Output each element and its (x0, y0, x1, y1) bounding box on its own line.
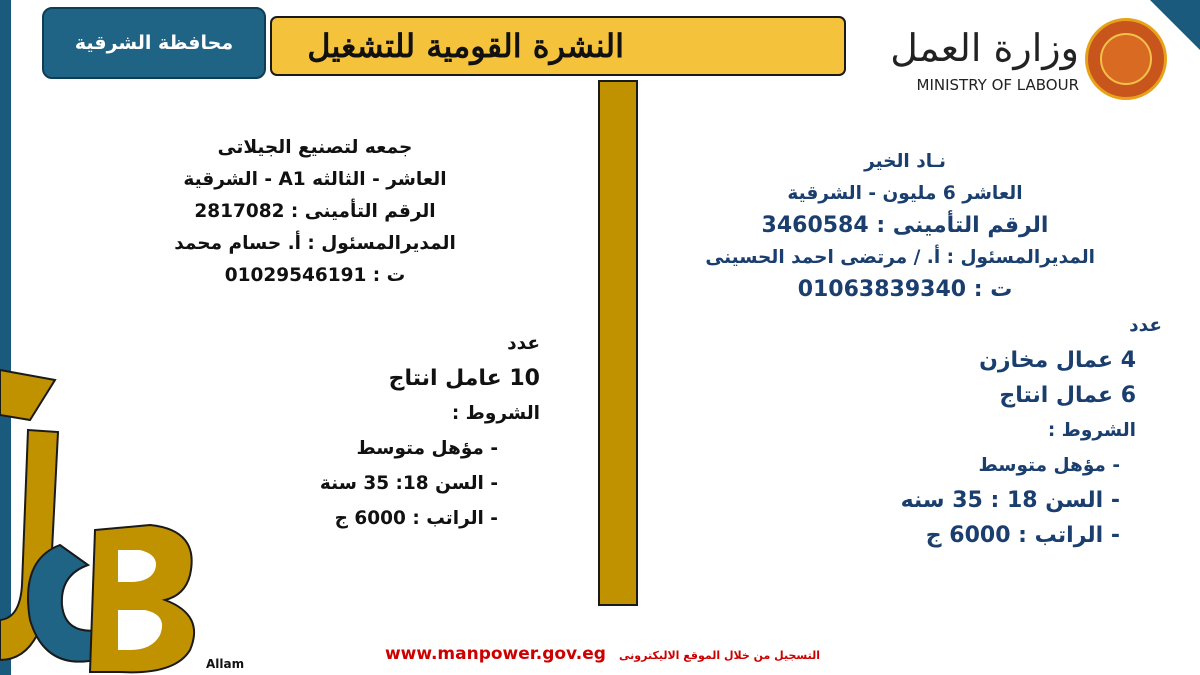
right-job-1: 4 عمال مخازن (979, 348, 1136, 373)
left-count-label: عدد (507, 333, 540, 354)
left-company-insurance: الرقم التأمينى : 2817082 (194, 201, 436, 222)
left-company-name: جمعه لتصنيع الجيلاتى (217, 137, 413, 158)
right-company-location: العاشر 6 مليون - الشرقية (787, 183, 1023, 204)
right-condition-salary: - الراتب : 6000 ج (925, 523, 1120, 548)
left-condition-qualification: - مؤهل متوسط (356, 438, 498, 459)
right-condition-qualification: - مؤهل متوسط (978, 455, 1120, 476)
ministry-logo-text (890, 22, 1085, 102)
right-job-2: 6 عمال انتاج (999, 383, 1136, 408)
ministry-name-arabic: وزارة العمل (890, 26, 1079, 70)
governorate-text: محافظة الشرقية (74, 32, 234, 54)
bulletin-title-box (270, 16, 846, 76)
right-company-insurance: الرقم التأمينى : 3460584 (761, 213, 1049, 238)
right-conditions-label: الشروط : (1047, 420, 1136, 441)
left-company-phone: ت : 01029546191 (224, 265, 406, 286)
left-condition-salary: - الراتب : 6000 ج (334, 508, 498, 529)
job-letters-decoration (0, 360, 205, 675)
center-divider (598, 80, 638, 606)
right-company-manager: المديرالمسئول : أ. / مرتضى احمد الحسينى (705, 247, 1095, 268)
left-job-details (320, 326, 540, 536)
registration-note: التسجيل من خلال الموقع الاليكترونى (619, 649, 820, 662)
right-company-name: نـاد الخير (864, 151, 946, 172)
left-job-1: 10 عامل انتاج (388, 366, 540, 391)
right-count-label: عدد (1129, 315, 1162, 336)
left-company-info (170, 132, 460, 292)
left-company-location: العاشر - الثالثه A1 - الشرقية (183, 169, 447, 190)
website-link[interactable]: www.manpower.gov.eg (384, 644, 606, 664)
author-label: Allam (206, 657, 245, 671)
left-company-manager: المديرالمسئول : أ. حسام محمد (174, 233, 456, 254)
left-conditions-label: الشروط : (451, 403, 540, 424)
right-job-details (900, 308, 1162, 553)
left-condition-age: - السن 18: 35 سنة (319, 473, 498, 494)
governorate-label (42, 7, 266, 79)
bulletin-title: النشرة القومية للتشغيل (307, 27, 624, 65)
right-company-phone: ت : 01063839340 (797, 277, 1013, 302)
ministry-seal-icon (1085, 18, 1167, 100)
right-company-info (705, 146, 1095, 306)
eagle-emblem-icon (1100, 33, 1152, 85)
registration-footer (360, 644, 820, 670)
ministry-name-english: MINISTRY OF LABOUR (916, 76, 1079, 94)
right-condition-age: - السن 18 : 35 سنه (900, 488, 1120, 513)
